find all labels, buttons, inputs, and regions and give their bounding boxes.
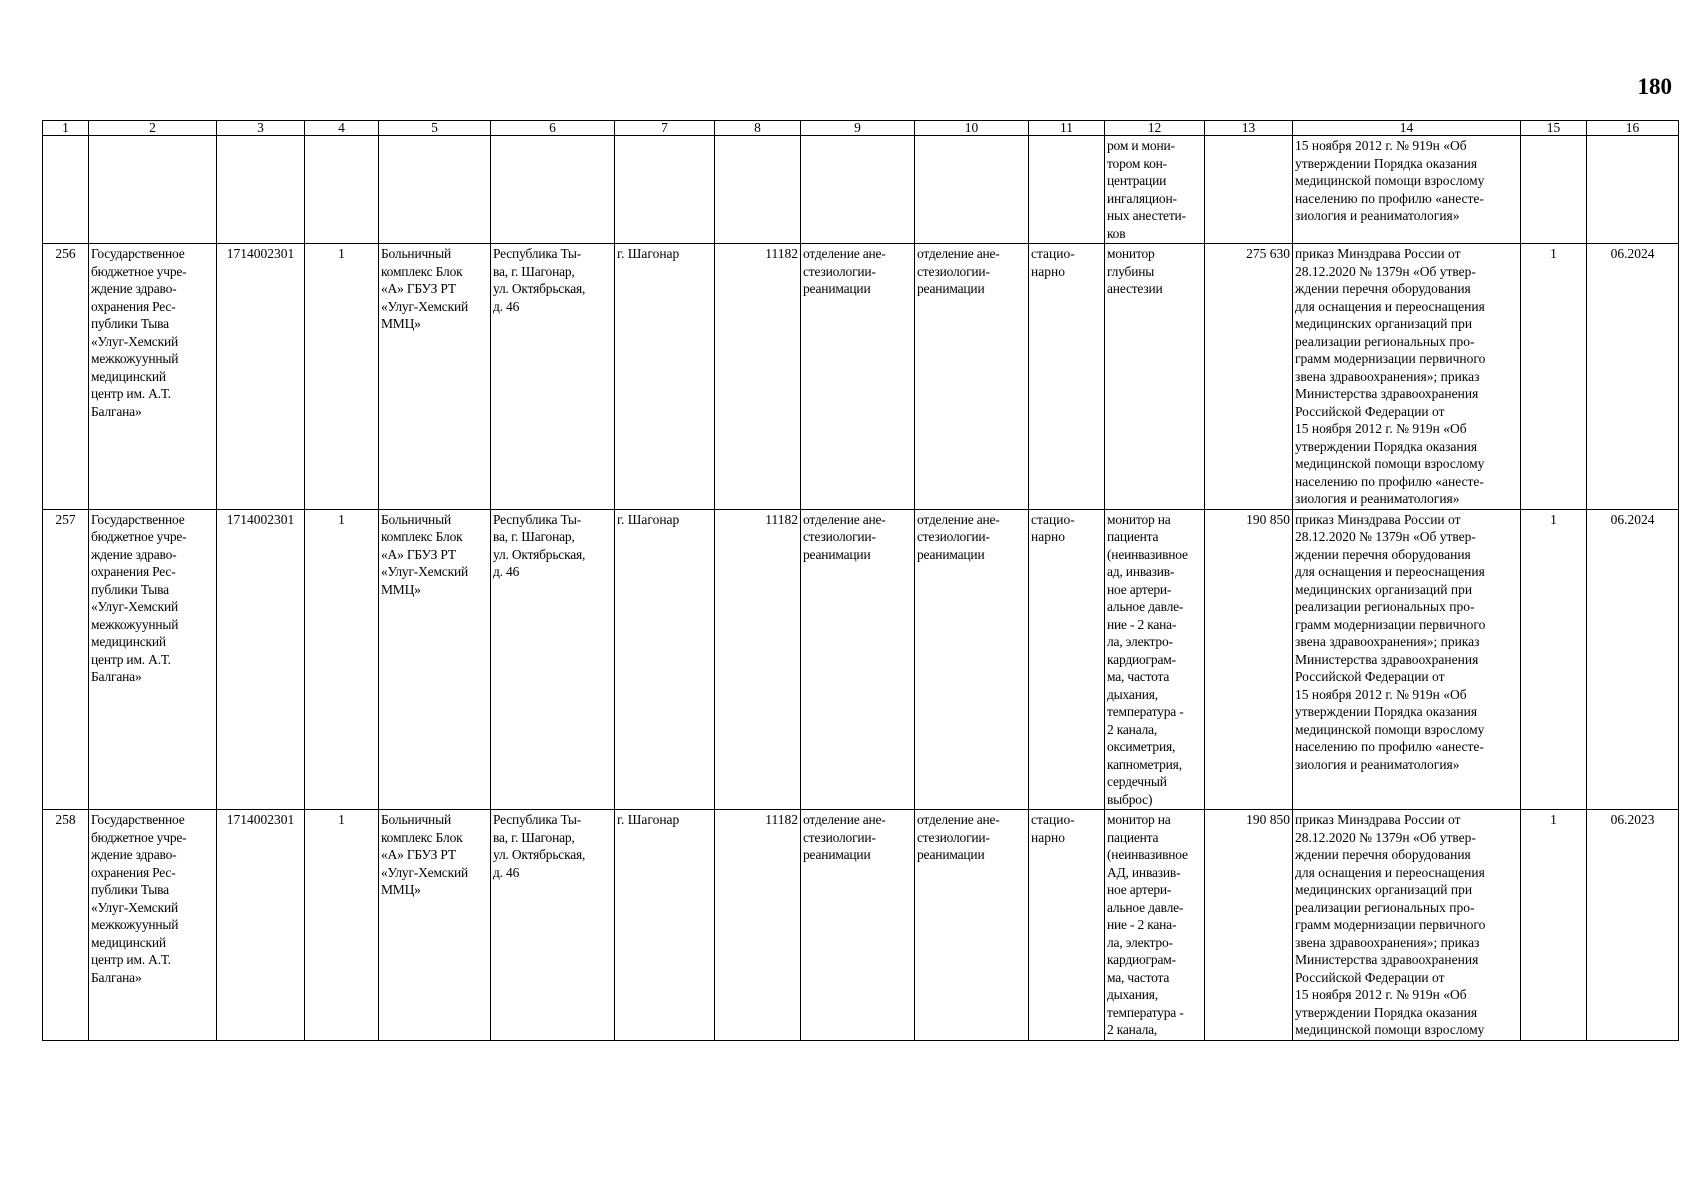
care-type-cell: стацио- нарно	[1029, 810, 1105, 1041]
equipment-name-cell: монитор на пациента (неинвазивное АД, инвазив- ное артери- альное давле- ние - 2 кана- ла, электро- кардиограм- ма, частота дыхания, температура - 2 канала,	[1105, 810, 1205, 1041]
address-cell: Республика Ты- ва, г. Шагонар, ул. Октябрьская, д. 46	[491, 244, 615, 510]
cost-cell: 190 850	[1205, 509, 1293, 810]
date-cell: 06.2024	[1587, 509, 1679, 810]
city-cell: г. Шагонар	[615, 244, 715, 510]
care-type-cell: стацио- нарно	[1029, 244, 1105, 510]
column-header: 7	[615, 121, 715, 136]
legal-basis-cell: приказ Минздрава России от 28.12.2020 № 1379н «Об утвер- ждении перечня оборудования для оснащения и переоснащения медицинских организаций при реализации региональных про- грамм модернизации первичного звена здравоохранения»; приказ Министерства здравоохранения Российской Федерации от 15 ноября 2012 г. № 919н «Об утверждении Порядка оказания медицинской помощи взрослому	[1293, 810, 1521, 1041]
count-cell: 1	[1521, 509, 1587, 810]
table-row	[43, 810, 1679, 1041]
date-cell: 06.2023	[1587, 810, 1679, 1041]
table-row-continuation	[43, 136, 1679, 244]
unit-cell: отделение ане- стезиологии- реанимации	[915, 810, 1029, 1041]
table-row	[43, 509, 1679, 810]
code-cell: 11182	[715, 509, 801, 810]
facility-cell: Больничный комплекс Блок «А» ГБУЗ РТ «Улуг-Хемский ММЦ»	[379, 810, 491, 1041]
cost-cell: 190 850	[1205, 810, 1293, 1041]
page-number: 180	[1637, 74, 1672, 99]
code-cell: 11182	[715, 244, 801, 510]
inn-cell: 1714002301	[217, 244, 305, 510]
department-cell: отделение ане- стезиологии- реанимации	[801, 810, 915, 1041]
legal-basis-cell: приказ Минздрава России от 28.12.2020 № 1379н «Об утвер- ждении перечня оборудования для оснащения и переоснащения медицинских организаций при реализации региональных про- грамм модернизации первичного звена здравоохранения»; приказ Министерства здравоохранения Российской Федерации от 15 ноября 2012 г. № 919н «Об утверждении Порядка оказания медицинской помощи взрослому населению по профилю «анесте- зиология и реаниматология»	[1293, 244, 1521, 510]
equipment-name-cell: монитор на пациента (неинвазивное ад, инвазив- ное артери- альное давле- ние - 2 кана- ла, электро- кардиограм- ма, частота дыхания, температура - 2 канала, оксиметрия, капнометрия, сердечный выброс)	[1105, 509, 1205, 810]
unit-cell: отделение ане- стезиологии- реанимации	[915, 509, 1029, 810]
equipment-name-cell: монитор глубины анестезии	[1105, 244, 1205, 510]
quantity-building-cell: 1	[305, 244, 379, 510]
column-header: 11	[1029, 121, 1105, 136]
inn-cell: 1714002301	[217, 810, 305, 1041]
column-header: 4	[305, 121, 379, 136]
table-row	[43, 244, 1679, 510]
row-number-cell: 257	[43, 509, 89, 810]
equipment-register-table	[42, 120, 1679, 1041]
quantity-building-cell: 1	[305, 509, 379, 810]
address-cell: Республика Ты- ва, г. Шагонар, ул. Октябрьская, д. 46	[491, 509, 615, 810]
legal-basis-cell: 15 ноября 2012 г. № 919н «Об утверждении Порядка оказания медицинской помощи взрослому населению по профилю «анесте- зиология и реаниматология»	[1293, 136, 1521, 244]
column-header: 2	[89, 121, 217, 136]
department-cell: отделение ане- стезиологии- реанимации	[801, 244, 915, 510]
care-type-cell: стацио- нарно	[1029, 509, 1105, 810]
column-header: 15	[1521, 121, 1587, 136]
city-cell: г. Шагонар	[615, 810, 715, 1041]
row-number-cell: 258	[43, 810, 89, 1041]
unit-cell: отделение ане- стезиологии- реанимации	[915, 244, 1029, 510]
column-header: 5	[379, 121, 491, 136]
facility-cell: Больничный комплекс Блок «А» ГБУЗ РТ «Улуг-Хемский ММЦ»	[379, 244, 491, 510]
column-header: 3	[217, 121, 305, 136]
row-number-cell: 256	[43, 244, 89, 510]
column-header: 10	[915, 121, 1029, 136]
column-header: 13	[1205, 121, 1293, 136]
count-cell: 1	[1521, 810, 1587, 1041]
column-header: 6	[491, 121, 615, 136]
inn-cell: 1714002301	[217, 509, 305, 810]
organization-cell: Государственное бюджетное учре- ждение здраво- охранения Рес- публики Тыва «Улуг-Хемский межкожуунный медицинский центр им. А.Т. Балгана»	[89, 810, 217, 1041]
code-cell: 11182	[715, 810, 801, 1041]
count-cell: 1	[1521, 244, 1587, 510]
city-cell: г. Шагонар	[615, 509, 715, 810]
department-cell: отделение ане- стезиологии- реанимации	[801, 509, 915, 810]
organization-cell: Государственное бюджетное учре- ждение здраво- охранения Рес- публики Тыва «Улуг-Хемский межкожуунный медицинский центр им. А.Т. Балгана»	[89, 509, 217, 810]
cost-cell: 275 630	[1205, 244, 1293, 510]
facility-cell: Больничный комплекс Блок «А» ГБУЗ РТ «Улуг-Хемский ММЦ»	[379, 509, 491, 810]
column-header: 1	[43, 121, 89, 136]
address-cell: Республика Ты- ва, г. Шагонар, ул. Октябрьская, д. 46	[491, 810, 615, 1041]
equipment-name-cell: ром и мони- тором кон- центрации ингаляцион- ных анестети- ков	[1105, 136, 1205, 244]
column-header: 8	[715, 121, 801, 136]
column-header: 14	[1293, 121, 1521, 136]
organization-cell: Государственное бюджетное учре- ждение здраво- охранения Рес- публики Тыва «Улуг-Хемский межкожуунный медицинский центр им. А.Т. Балгана»	[89, 244, 217, 510]
date-cell: 06.2024	[1587, 244, 1679, 510]
column-header: 9	[801, 121, 915, 136]
quantity-building-cell: 1	[305, 810, 379, 1041]
column-number-header-row	[43, 121, 1679, 136]
legal-basis-cell: приказ Минздрава России от 28.12.2020 № 1379н «Об утвер- ждении перечня оборудования для оснащения и переоснащения медицинских организаций при реализации региональных про- грамм модернизации первичного звена здравоохранения»; приказ Министерства здравоохранения Российской Федерации от 15 ноября 2012 г. № 919н «Об утверждении Порядка оказания медицинской помощи взрослому населению по профилю «анесте- зиология и реаниматология»	[1293, 509, 1521, 810]
column-header: 12	[1105, 121, 1205, 136]
column-header: 16	[1587, 121, 1679, 136]
